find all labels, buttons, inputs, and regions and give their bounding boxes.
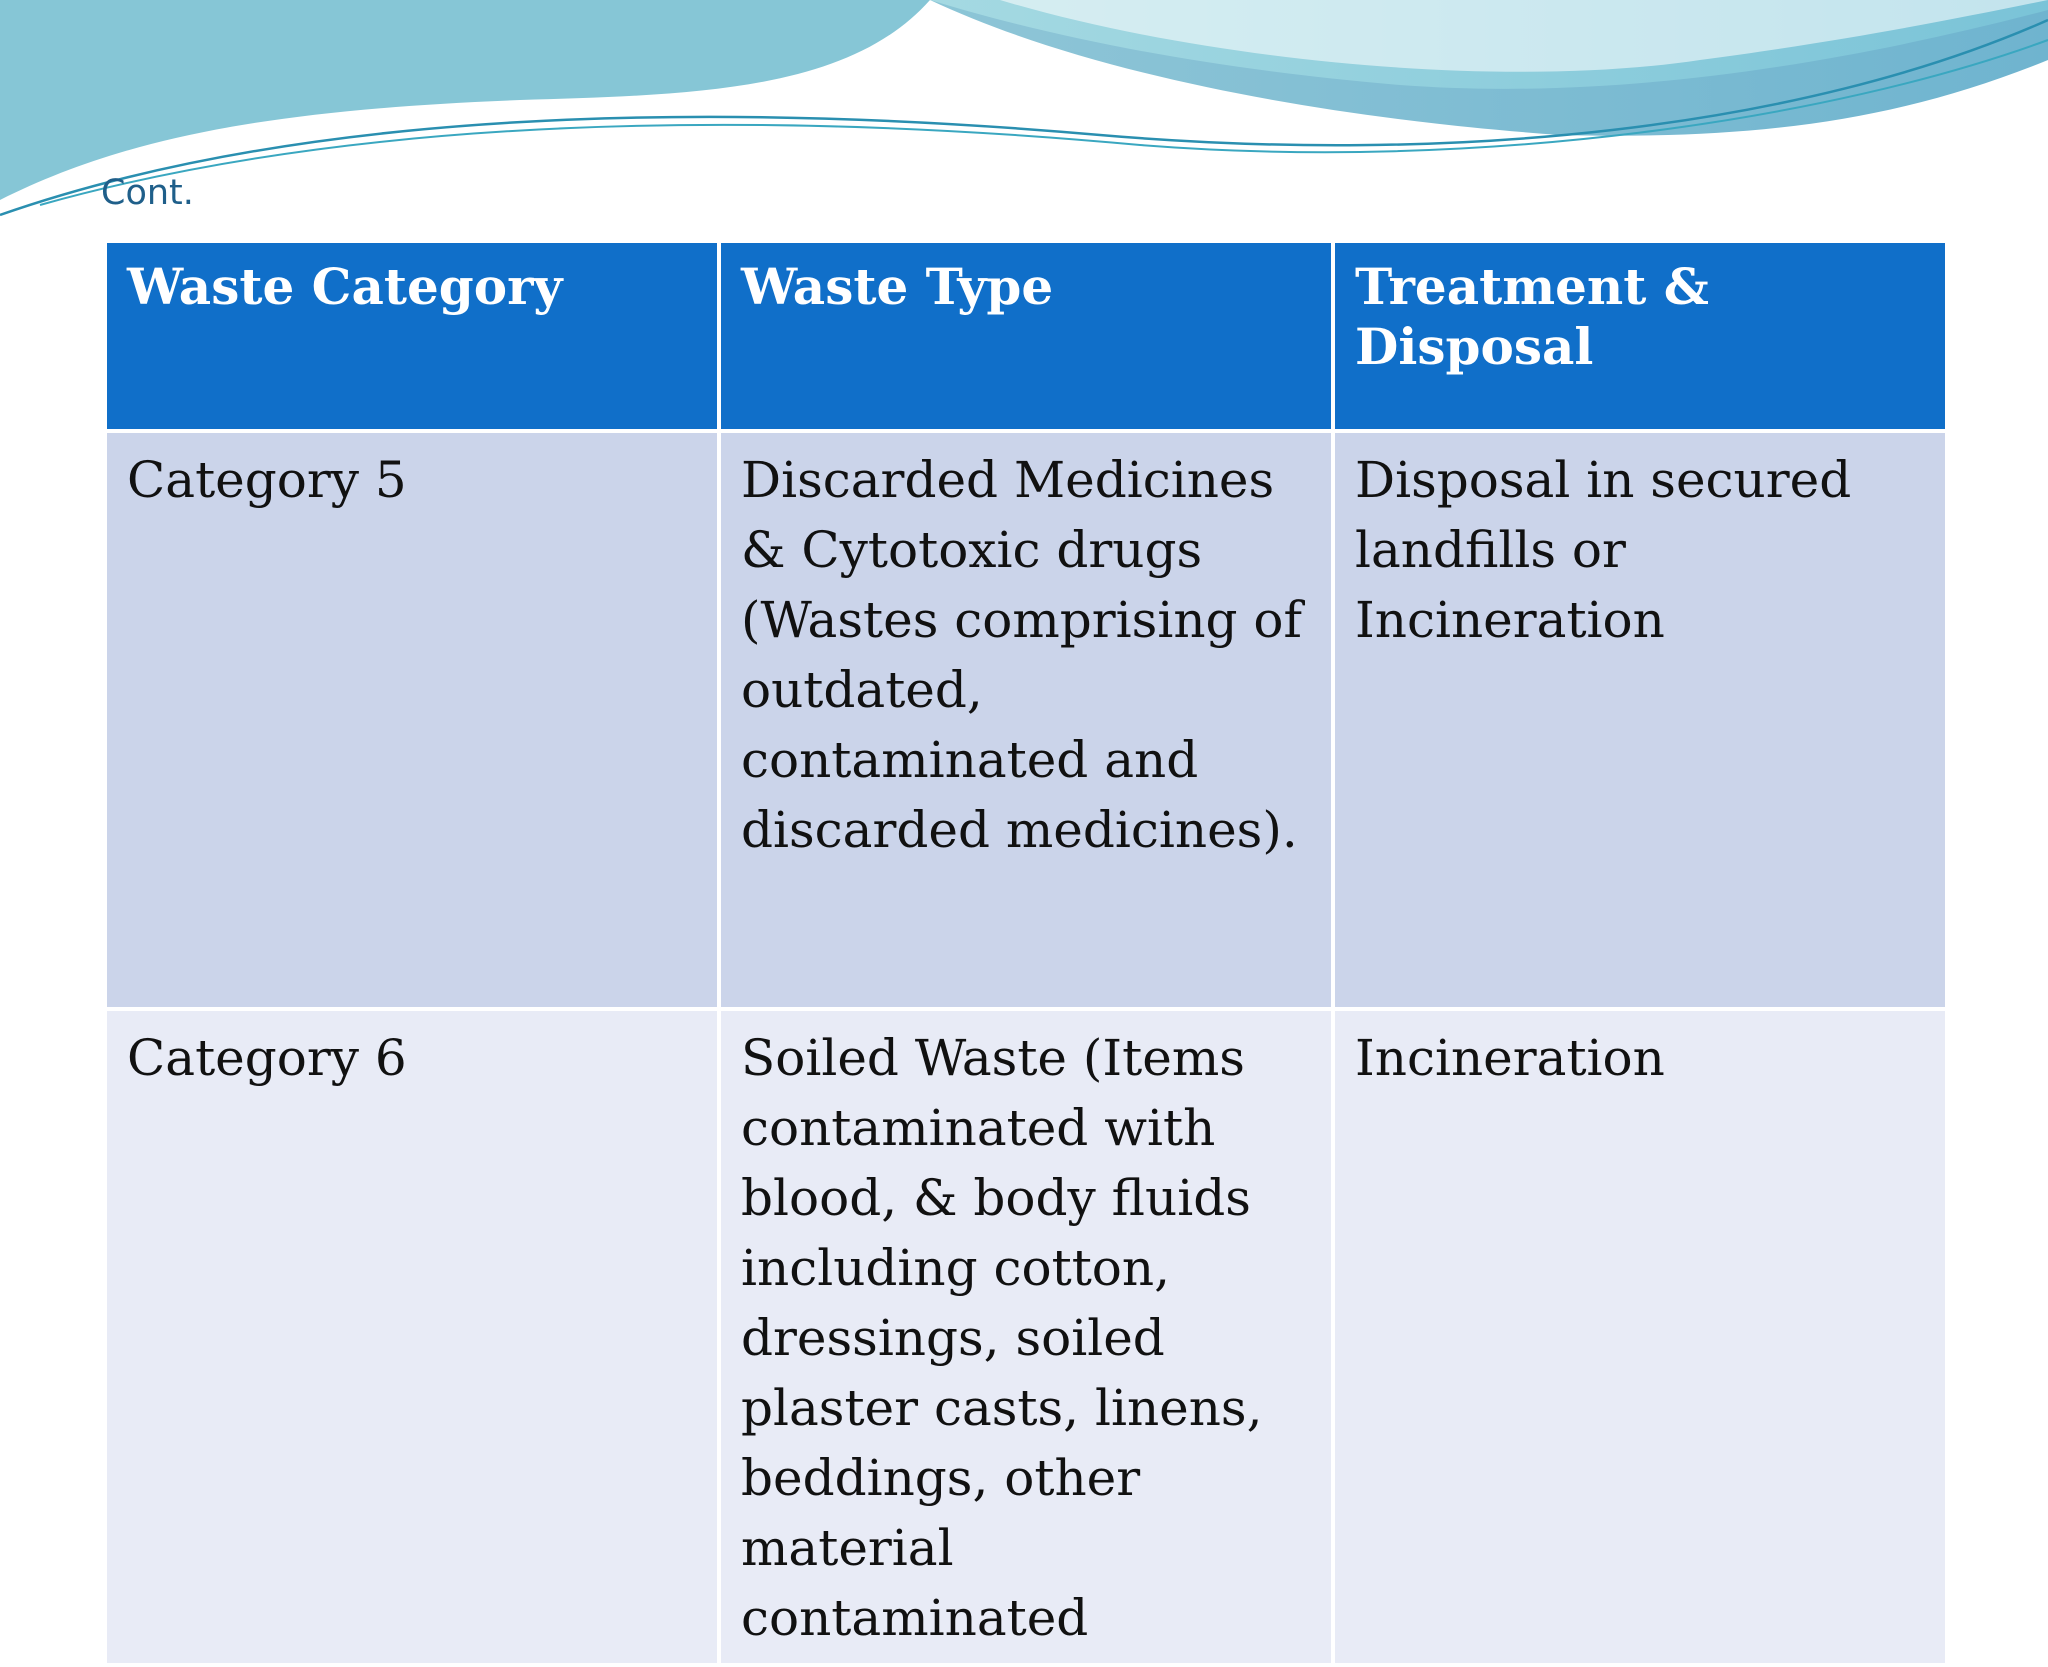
cell-category: Category 6 <box>105 1009 719 1665</box>
header-row <box>105 241 1947 431</box>
table-row <box>105 1009 1947 1665</box>
table-body <box>105 431 1947 1665</box>
header-treatment-disposal: Treatment & Disposal <box>1333 241 1947 431</box>
table-header <box>105 241 1947 431</box>
decorative-wave-header <box>0 0 2048 240</box>
cell-treatment: Disposal in secured landfills or Incineration <box>1333 431 1947 1009</box>
cell-waste-type: Soiled Waste (Items contaminated with blood, & body fluids including cotton, dressings, soiled plaster casts, linens, beddings, other material contaminated <box>719 1009 1333 1665</box>
waste-table <box>103 239 1949 1667</box>
slide-title: Cont. <box>101 173 194 213</box>
cell-treatment: Incineration <box>1333 1009 1947 1665</box>
cell-waste-type: Discarded Medicines & Cytotoxic drugs (Wastes comprising of outdated, contaminated and discarded medicines). <box>719 431 1333 1009</box>
cell-category: Category 5 <box>105 431 719 1009</box>
header-waste-category: Waste Category <box>105 241 719 431</box>
header-waste-type: Waste Type <box>719 241 1333 431</box>
table-row <box>105 431 1947 1009</box>
wave-band-left <box>0 0 930 200</box>
